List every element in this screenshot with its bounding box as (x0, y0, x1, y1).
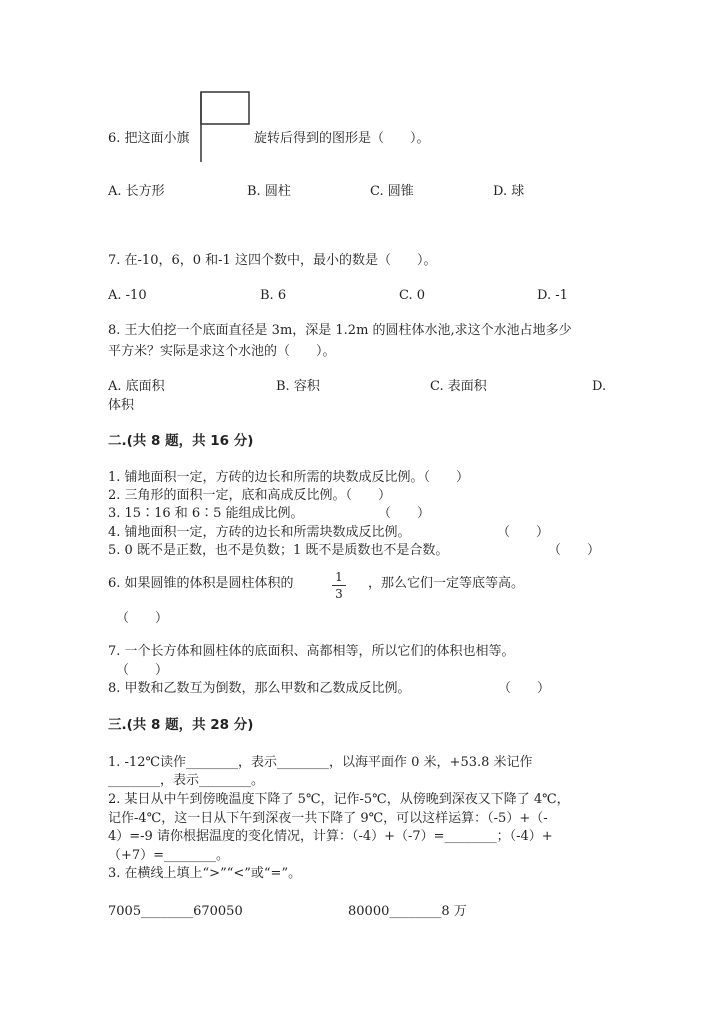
s2-item-1: 1. 铺地面积一定，方砖的边长和所需的块数成反比例。（ ） (108, 470, 470, 485)
s3-q2-line-3: 4）=-9 请你根据温度的变化情况，计算：（-4）+（-7）=________；（-4）+ (108, 829, 553, 844)
s2-q7-line-2: （ ） (116, 663, 169, 678)
s2-item-3-paren: （ ） (378, 506, 431, 521)
s3-q2-line-1: 2. 某日从中午到傍晚温度下降了 5℃，记作-5℃，从傍晚到深夜又下降了 4℃， (108, 792, 570, 807)
q7-option-a: A. -10 (108, 288, 147, 303)
s2-q8: 8. 甲数和乙数互为倒数，那么甲数和乙数成反比例。 (108, 681, 411, 696)
q6-option-a: A. 长方形 (108, 184, 165, 199)
s3-q2-line-2: 记作-4℃，这一日从下午到深夜一共下降了 9℃，可以这样运算：（-5）+（- (108, 811, 548, 826)
s2-q8-paren: （ ） (498, 681, 551, 696)
fraction-numerator: 1 (335, 570, 343, 584)
q7-option-c: C. 0 (399, 288, 426, 303)
s2-item-4: 4. 铺地面积一定，方砖的边长和所需块数成反比例。 (108, 525, 411, 540)
fraction-denominator: 3 (335, 587, 343, 601)
s2-q7-line-1: 7. 一个长方体和圆柱体的底面积、高都相等，所以它们的体积也相等。 (108, 644, 515, 659)
q8-option-d-wrap: 体积 (108, 398, 135, 413)
s2-item-3: 3. 15∶16 和 6∶5 能组成比例。 (108, 506, 304, 521)
s2-item-2: 2. 三角形的面积一定，底和高成反比例。（ ） (108, 488, 392, 503)
q6-text-after: 旋转后得到的图形是（ ）。 (254, 131, 430, 146)
s3-compare-2: 80000________8 万 (348, 904, 467, 919)
s3-compare-1: 7005________670050 (108, 904, 243, 919)
flag-icon (199, 90, 251, 164)
q6-text-before: 6. 把这面小旗 (108, 131, 190, 146)
q6-option-b: B. 圆柱 (247, 184, 291, 199)
s3-q2-line-4: （+7）=________。 (108, 848, 230, 863)
s2-item-4-paren: （ ） (497, 525, 550, 540)
s2-item-5-paren: （ ） (548, 543, 601, 558)
q6-option-d: D. 球 (493, 184, 525, 199)
section-3-heading: 三.(共 8 题，共 28 分) (108, 717, 254, 733)
q6-option-c: C. 圆锥 (370, 184, 414, 199)
q8-option-a: A. 底面积 (108, 379, 165, 394)
q8-option-b: B. 容积 (276, 379, 320, 394)
s2-q6-paren: （ ） (116, 611, 169, 626)
q7-option-b: B. 6 (260, 288, 287, 303)
s3-q1-line-2: ________，表示________。 (108, 773, 265, 788)
s3-q3: 3. 在横线上填上“>”“<”或“=”。 (108, 866, 302, 881)
s2-q6-before: 6. 如果圆锥的体积是圆柱体积的 (108, 576, 294, 591)
s3-q1-line-1: 1. -12℃读作________，表示________，以海平面作 0 米，+53.8 米记作 (108, 755, 533, 770)
fraction-one-third (332, 570, 346, 601)
q8-option-c: C. 表面积 (430, 379, 487, 394)
q8-line-2: 平方米？实际是求这个水池的（ ）。 (108, 344, 336, 359)
s2-item-5: 5. 0 既不是正数，也不是负数；1 既不是质数也不是合数。 (108, 543, 449, 558)
s2-q6-after: ，那么它们一定等底等高。 (368, 576, 525, 591)
fraction-bar (332, 585, 346, 586)
q8-line-1: 8. 王大伯挖一个底面直径是 3m，深是 1.2m 的圆柱体水池,求这个水池占地多少 (108, 323, 572, 338)
q7-text: 7. 在-10，6，0 和-1 这四个数中，最小的数是（ ）。 (108, 253, 437, 268)
q8-option-d: D. (592, 379, 607, 394)
section-2-heading: 二.(共 8 题，共 16 分) (108, 433, 254, 449)
q7-option-d: D. -1 (537, 288, 568, 303)
